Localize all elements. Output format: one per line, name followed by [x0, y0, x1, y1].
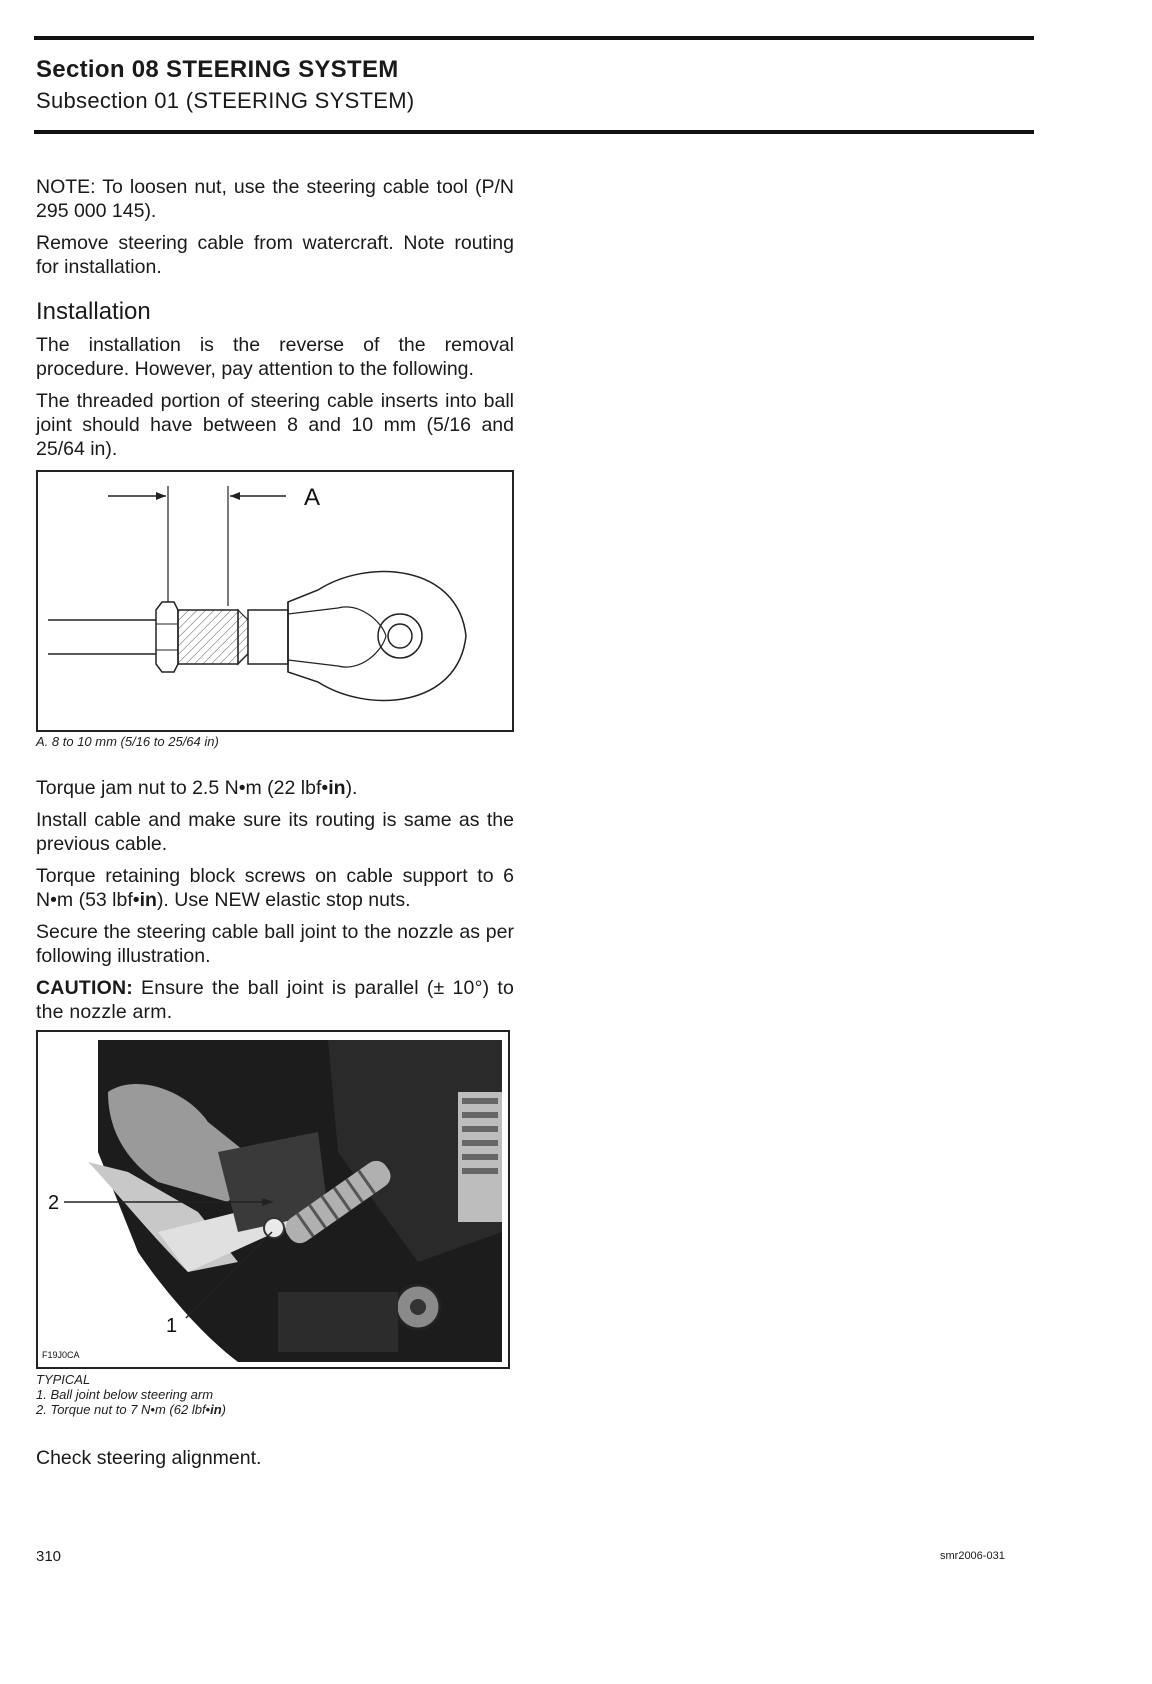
callout-1: 1 [166, 1315, 178, 1337]
caption-2-text: 2. Torque nut to 7 N•m (62 lbf• [36, 1402, 211, 1417]
retaining-block [36, 864, 514, 912]
remove-paragraph: Remove steering cable from watercraft. Note routing for installation. [36, 232, 514, 278]
torque-jam-nut-unit: in [328, 777, 346, 799]
installation-p1: The installation is the reverse of the removal procedure. However, pay attention to the following. [36, 334, 514, 380]
ball-joint-drawing [38, 472, 512, 730]
nozzle-photo-drawing [38, 1032, 508, 1367]
caption-2-end: ) [221, 1402, 227, 1417]
page-number: 310 [36, 1548, 62, 1565]
retain-mid: ). Use [156, 889, 215, 911]
caution-paragraph [36, 976, 514, 1024]
torque-jam-nut-end: ). [345, 777, 358, 799]
retain-end: elastic stop nuts. [259, 889, 411, 911]
document-code: smr2006-031 [940, 1550, 1005, 1562]
retain-unit: in [139, 889, 157, 911]
subsection-title: Subsection 01 (STEERING SYSTEM) [36, 88, 415, 113]
callout-2: 2 [48, 1192, 60, 1214]
torque-jam-nut [36, 776, 514, 800]
photo-code: F19J0CA [42, 1350, 80, 1360]
installation-p2: The threaded portion of steering cable inserts into ball joint should have between 8 and 10 mm (5/16 and 25/64 in). [36, 390, 514, 460]
note-label: NOTE: [36, 176, 96, 198]
caption-2-unit: in [210, 1402, 222, 1417]
retain-new: NEW [214, 889, 260, 911]
installation-block [36, 333, 514, 461]
caution-label: CAUTION: [36, 977, 133, 999]
install-cable: Install cable and make sure its routing is same as the previous cable. [36, 809, 514, 855]
retain-text: Torque retaining block screws on cable support to 6 N•m (53 lbf• [36, 865, 514, 911]
figure1-caption: A. 8 to 10 mm (5/16 to 25/64 in) [36, 734, 219, 749]
check-alignment: Check steering alignment. [36, 1447, 262, 1469]
caution-text: Ensure the ball joint is parallel (± 10°) to the nozzle arm. [36, 977, 514, 1023]
installation-heading: Installation [36, 298, 151, 325]
callout-a: A [304, 484, 321, 511]
figure2-caption-1: 1. Ball joint below steering arm [36, 1387, 214, 1402]
intro-block [36, 175, 514, 279]
ball-joint-diagram [36, 470, 514, 732]
figure2-caption-2 [36, 1402, 226, 1417]
figure2-caption-title: TYPICAL [36, 1372, 91, 1387]
steps-block [36, 776, 514, 1024]
nozzle-photo [36, 1030, 510, 1369]
header-top-rule [34, 36, 1034, 40]
torque-jam-nut-text: Torque jam nut to 2.5 N•m (22 lbf• [36, 777, 329, 799]
figure2-caption [36, 1372, 226, 1417]
note-paragraph [36, 175, 514, 223]
secure-ball-joint: Secure the steering cable ball joint to the nozzle as per following illustration. [36, 921, 514, 967]
note-text: To loosen nut, use the steering cable tool (P/N 295 000 145). [36, 176, 514, 222]
section-title: Section 08 STEERING SYSTEM [36, 56, 399, 83]
header-bottom-rule [34, 130, 1034, 134]
